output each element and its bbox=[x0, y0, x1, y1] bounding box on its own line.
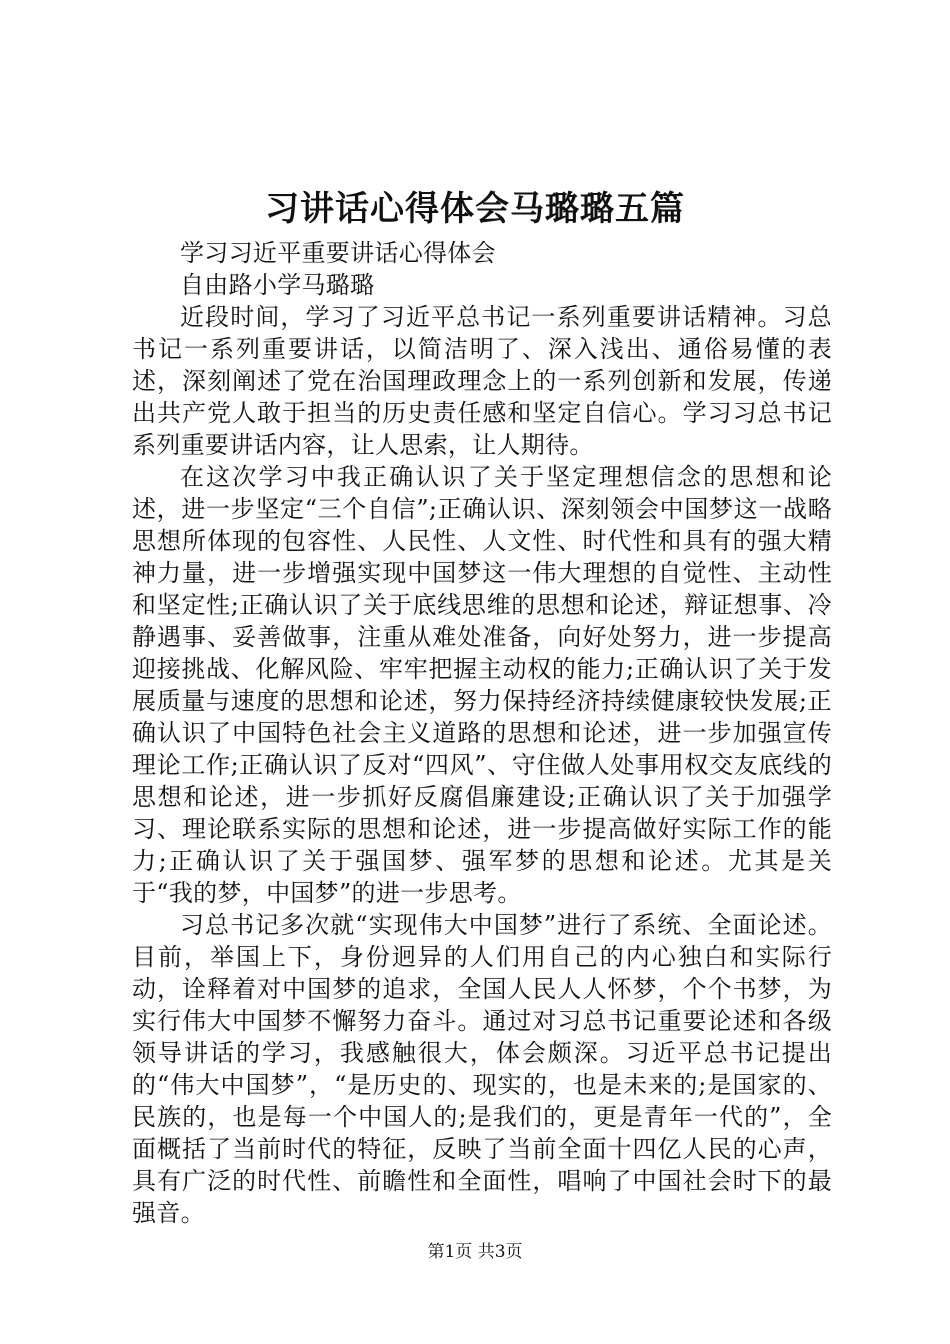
document-body bbox=[132, 237, 832, 1229]
body-paragraph: 习总书记多次就“实现伟大中国梦”进行了系统、全面论述。目前，举国上下，身份迥异的人们用自己的内心独白和实际行动，诠释着对中国梦的追求，全国人民人人怀梦，个个书梦，为实行伟大中国梦不懈努力奋斗。通过对习总书记重要论述和各级领导讲话的学习，我感触很大，体会颇深。习近平总书记提出的“伟大中国梦”，“是历史的、现实的，也是未来的;是国家的、民族的，也是每一个中国人的;是我们的，更是青年一代的”，全面概括了当前时代的特征，反映了当前全面十四亿人民的心声，具有广泛的时代性、前瞻性和全面性，唱响了中国社会时下的最强音。 bbox=[132, 911, 832, 1227]
page-footer: 第1页 共3页 bbox=[427, 1242, 523, 1262]
document-title: 习讲话心得体会马璐璐五篇 bbox=[265, 189, 685, 229]
subtitle-paragraph: 学习习近平重要讲话心得体会 bbox=[180, 239, 496, 267]
body-paragraph: 近段时间，学习了习近平总书记一系列重要讲话精神。习总书记一系列重要讲话，以简洁明了、深入浅出、通俗易懂的表述，深刻阐述了党在治国理政理念上的一系列创新和发展，传递出共产党人敢于担当的历史责任感和坚定自信心。学习习总书记系列重要讲话内容，让人思索，让人期待。 bbox=[132, 303, 832, 459]
author-paragraph: 自由路小学马璐璐 bbox=[180, 271, 375, 299]
body-paragraph: 在这次学习中我正确认识了关于坚定理想信念的思想和论述，进一步坚定“三个自信”;正确认识、深刻领会中国梦这一战略思想所体现的包容性、人民性、人文性、时代性和具有的强大精神力量，进一步增强实现中国梦这一伟大理想的自觉性、主动性和坚定性;正确认识了关于底线思维的思想和论述，辩证想事、冷静遇事、妥善做事，注重从难处准备，向好处努力，进一步提高迎接挑战、化解风险、牢牢把握主动权的能力;正确认识了关于发展质量与速度的思想和论述，努力保持经济持续健康较快发展;正确认识了中国特色社会主义道路的思想和论述，进一步加强宣传理论工作;正确认识了反对“四风”、守住做人处事用权交友底线的思想和论述，进一步抓好反腐倡廉建设;正确认识了关于加强学习、理论联系实际的思想和论述，进一步提高做好实际工作的能力;正确认识了关于强国梦、强军梦的思想和论述。尤其是关于“我的梦，中国梦”的进一步思考。 bbox=[132, 463, 832, 907]
